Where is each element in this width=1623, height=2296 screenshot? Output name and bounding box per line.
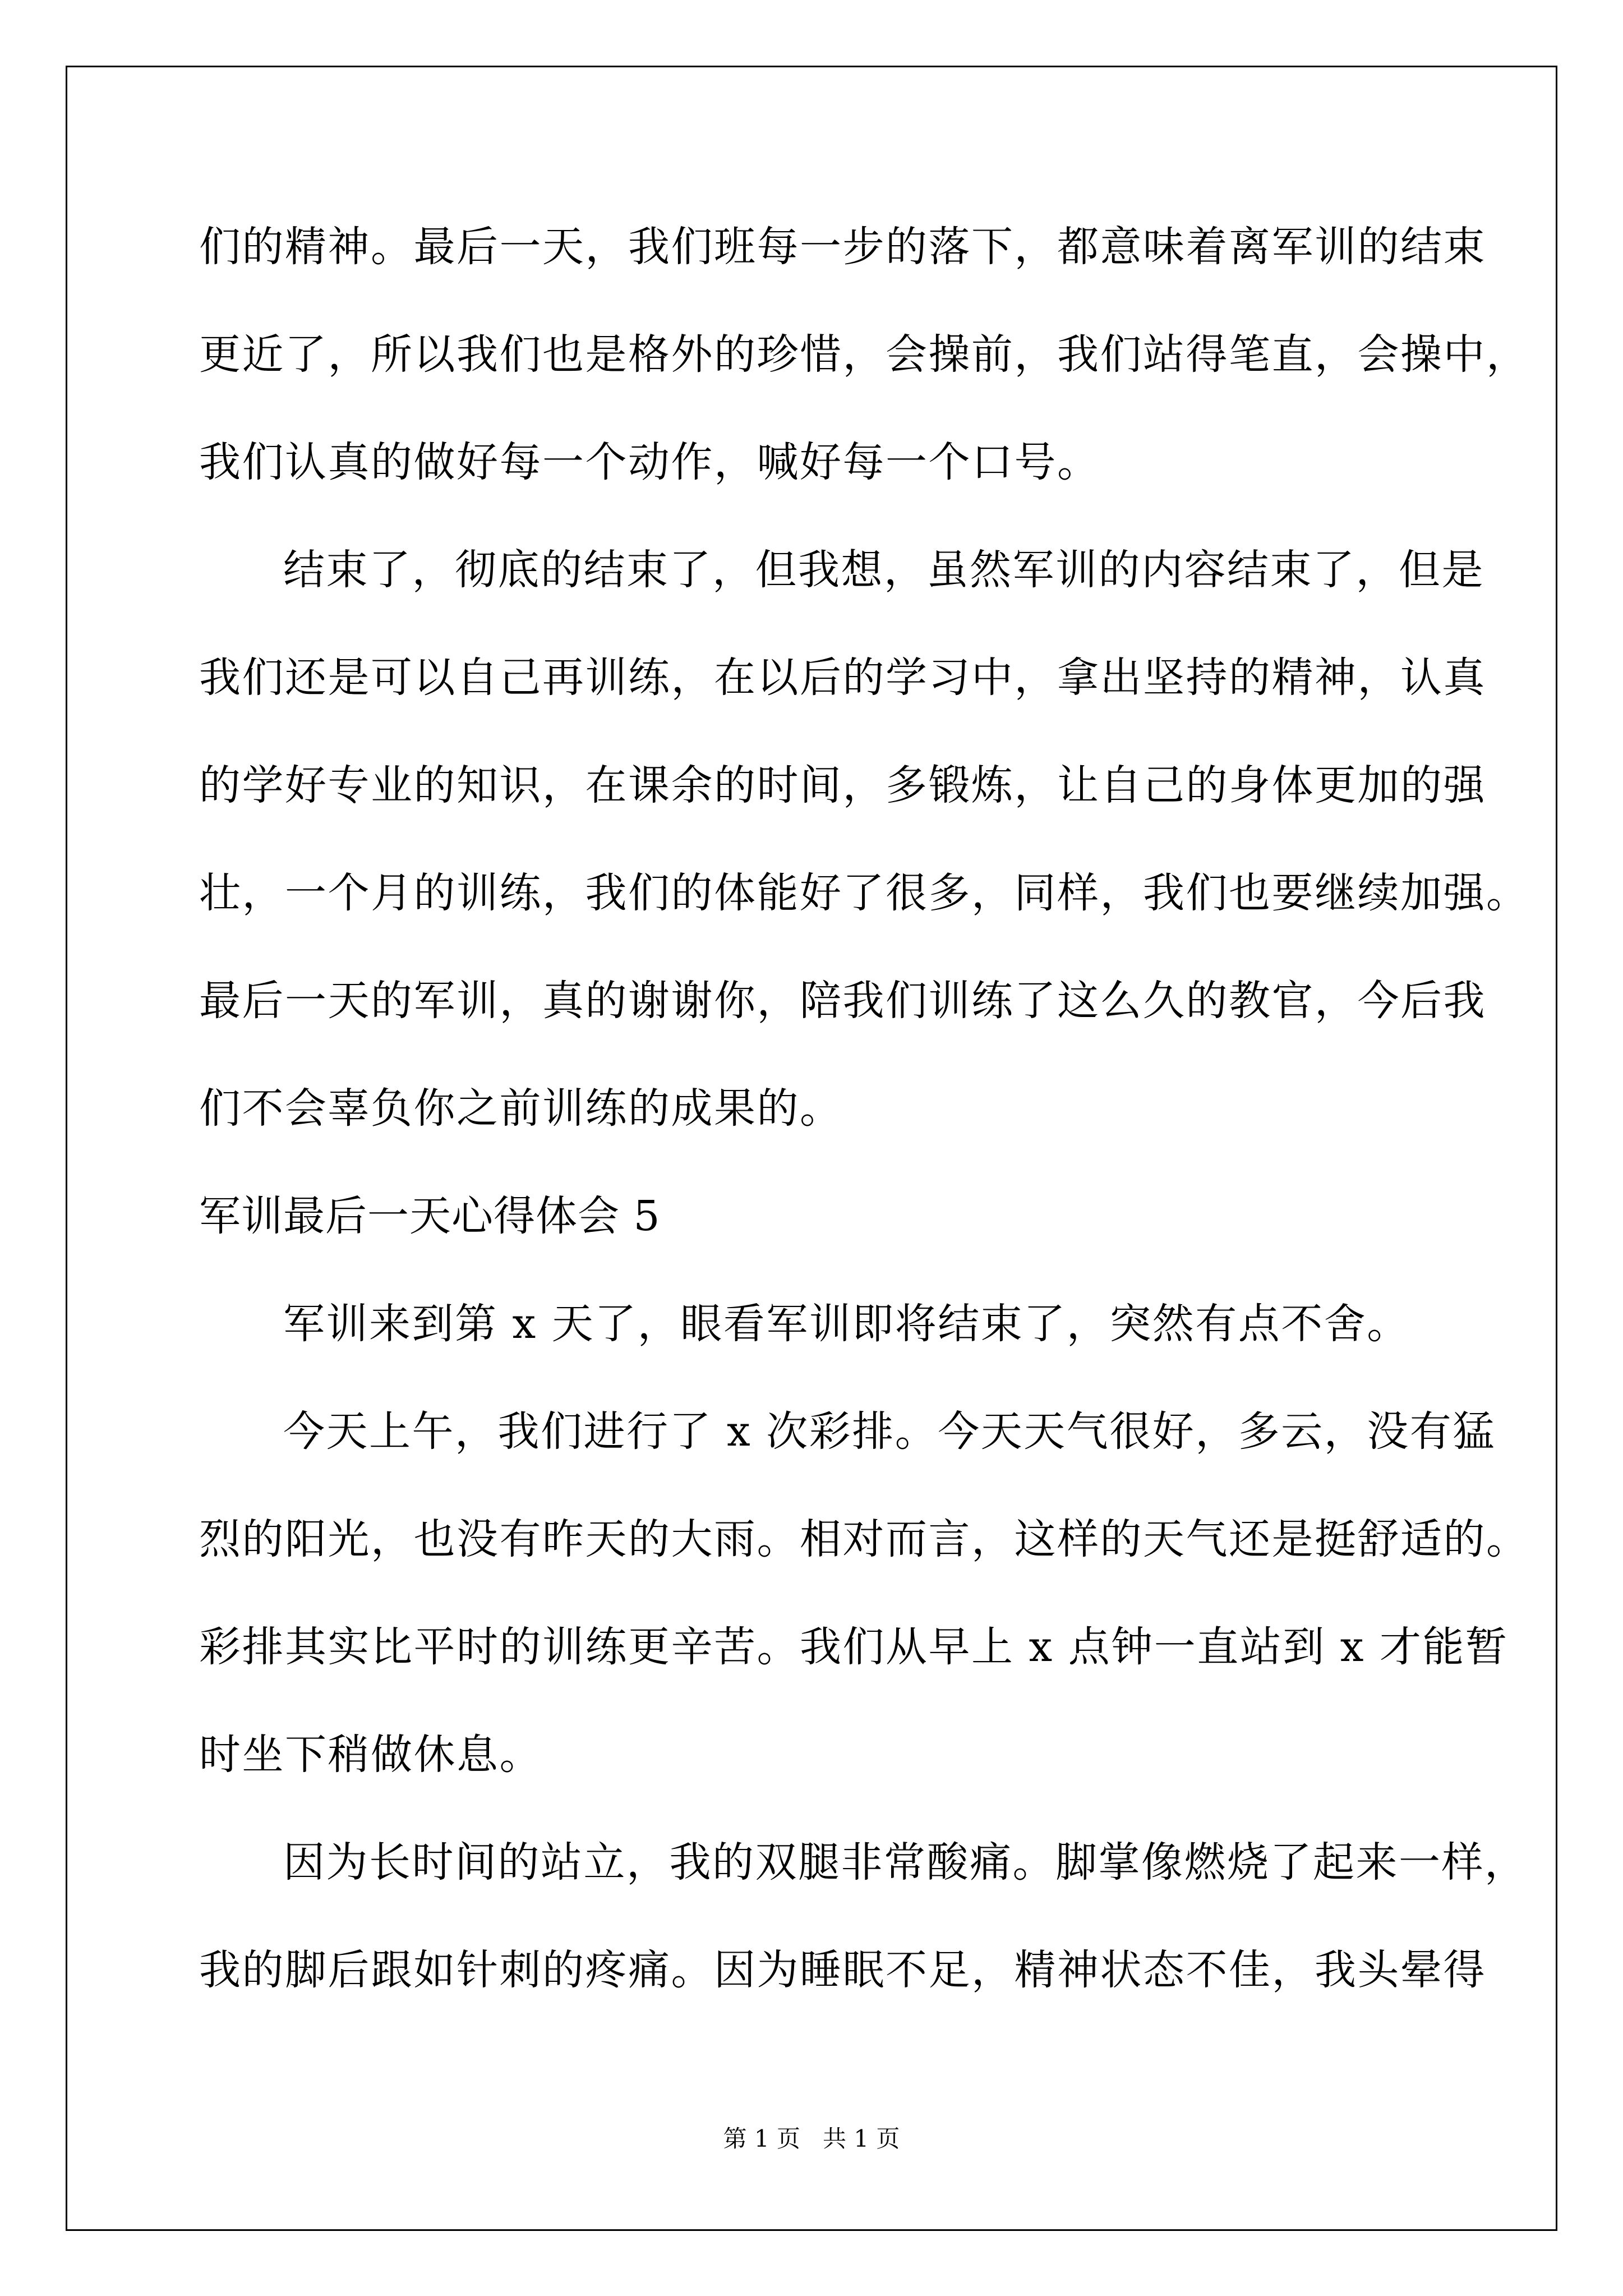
section-heading: 军训最后一天心得体会 5 [199,1192,661,1240]
page-number: 第 1 页 [723,2125,800,2152]
text-line: 我们认真的做好每一个动作，喊好每一个口号。 [199,438,1100,486]
text-line: 们不会辜负你之前训练的成果的。 [199,1084,843,1133]
paragraph-first-line: 因为长时间的站立，我的双腿非常酸痛。脚掌像燃烧了起来一样， [283,1838,1528,1887]
text-line: 时坐下稍做休息。 [199,1731,542,1779]
paragraph-first-line: 结束了，彻底的结束了，但我想，虽然军训的内容结束了，但是 [283,546,1484,594]
page-footer [0,2120,1623,2154]
text-line: 最后一天的军训，真的谢谢你，陪我们训练了这么久的教官，今后我 [199,977,1486,1025]
text-line: 壮，一个月的训练，我们的体能好了很多，同样，我们也要继续加强。 [199,869,1529,917]
text-line: 彩排其实比平时的训练更辛苦。我们从早上 x 点钟一直站到 x 才能暂 [199,1623,1509,1671]
paragraph-first-line: 今天上午，我们进行了 x 次彩排。今天天气很好，多云，没有猛 [283,1407,1496,1456]
text-line: 们的精神。最后一天，我们班每一步的落下，都意味着离军训的结束 [199,223,1486,271]
text-line: 的学好专业的知识，在课余的时间，多锻炼，让自己的身体更加的强 [199,761,1486,809]
document-body [199,216,1529,2047]
page-total: 共 1 页 [823,2125,900,2152]
paragraph-first-line: 军训来到第 x 天了，眼看军训即将结束了，突然有点不舍。 [283,1300,1410,1348]
text-line: 更近了，所以我们也是格外的珍惜，会操前，我们站得笔直，会操中， [199,330,1529,379]
text-line: 我的脚后跟如针刺的疼痛。因为睡眠不足，精神状态不佳，我头晕得 [199,1946,1486,1994]
text-line: 我们还是可以自己再训练，在以后的学习中，拿出坚持的精神，认真 [199,654,1486,702]
text-line: 烈的阳光，也没有昨天的大雨。相对而言，这样的天气还是挺舒适的。 [199,1515,1529,1563]
